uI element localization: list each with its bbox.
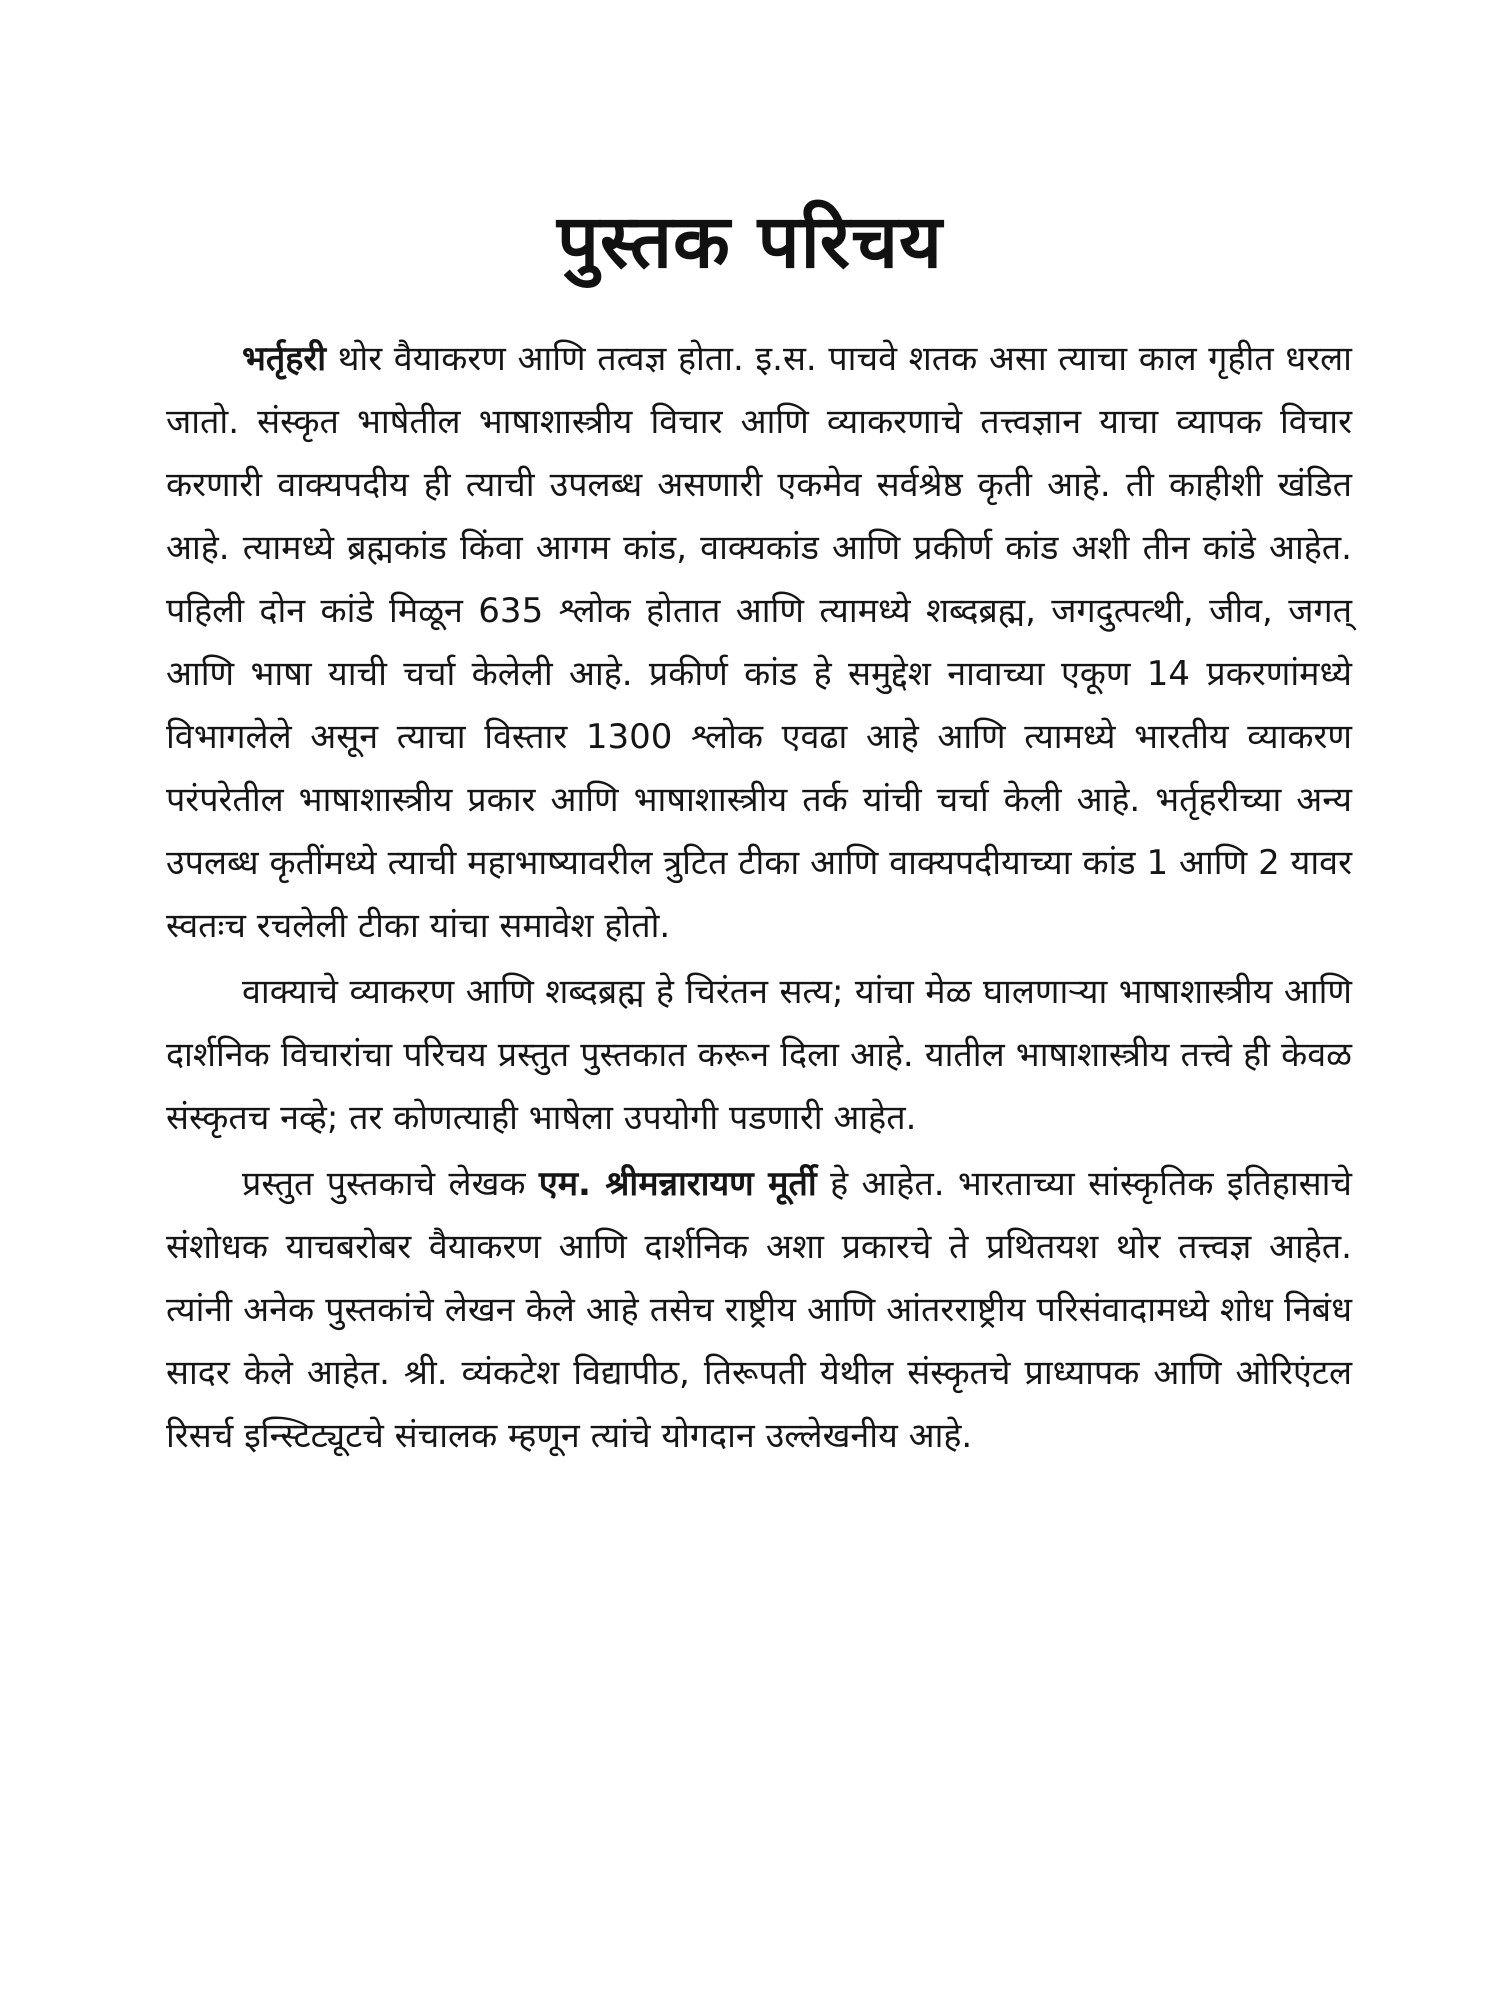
paragraph-about-author [166, 1153, 1352, 1468]
author-name: एम. श्रीमन्नारायण मूर्ती [538, 1164, 817, 1204]
page-title: पुस्तक परिचय [557, 199, 943, 285]
paragraph-3-text-before: प्रस्तुत पुस्तकाचे लेखक [242, 1164, 539, 1204]
paragraph-about-book [166, 961, 1352, 1150]
document-body [166, 328, 1352, 1471]
paragraph-3-text-after: हे आहेत. भारताच्या सांस्कृतिक इतिहासाचे संशोधक याचबरोबर वैयाकरण आणि दार्शनिक अशा प्रकारचे ते प्रथितयश थोर तत्त्वज्ञ आहेत. त्यांनी अनेक पुस्तकांचे लेखन केले आहे तसेच राष्ट्रीय आणि आंतरराष्ट्रीय परिसंवादामध्ये शोध निबंध सादर केले आहेत. श्री. व्यंकटेश विद्यापीठ, तिरूपती येथील संस्कृतचे प्राध्यापक आणि ओरिएंटल रिसर्च इन्स्टिट्यूटचे संचालक म्हणून त्यांचे योगदान उल्लेखनीय आहे. [166, 1164, 1353, 1456]
paragraph-2-text: वाक्याचे व्याकरण आणि शब्दब्रह्म हे चिरंतन सत्य; यांचा मेळ घालणाऱ्या भाषाशास्त्रीय आणि दार्शनिक विचारांचा परिचय प्रस्तुत पुस्तकात करून दिला आहे. यातील भाषाशास्त्रीय तत्त्वे ही केवळ संस्कृतच नव्हे; तर कोणत्याही भाषेला उपयोगी पडणारी आहेत. [166, 972, 1352, 1138]
paragraph-about-bhartrihari [166, 328, 1352, 958]
bhartrihari-name: भर्तृहरी [242, 339, 327, 379]
paragraph-1-text: थोर वैयाकरण आणि तत्वज्ञ होता. इ.स. पाचवे शतक असा त्याचा काल गृहीत धरला जातो. संस्कृत भाषेतील भाषाशास्त्रीय विचार आणि व्याकरणाचे तत्त्वज्ञान याचा व्यापक विचार करणारी वाक्यपदीय ही त्याची उपलब्ध असणारी एकमेव सर्वश्रेष्ठ कृती आहे. ती काहीशी खंडित आहे. त्यामध्ये ब्रह्मकांड किंवा आगम कांड, वाक्यकांड आणि प्रकीर्ण कांड अशी तीन कांडे आहेत. पहिली दोन कांडे मिळून 635 श्लोक होतात आणि त्यामध्ये शब्दब्रह्म, जगदुत्पत्थी, जीव, जगत् आणि भाषा याची चर्चा केलेली आहे. प्रकीर्ण कांड हे समुद्देश नावाच्या एकूण 14 प्रकरणांमध्ये विभागलेले असून त्याचा विस्तार 1300 श्लोक एवढा आहे आणि त्यामध्ये भारतीय व्याकरण परंपरेतील भाषाशास्त्रीय प्रकार आणि भाषाशास्त्रीय तर्क यांची चर्चा केली आहे. भर्तृहरीच्या अन्य उपलब्ध कृतींमध्ये त्याची महाभाष्यावरील त्रुटित टीका आणि वाक्यपदीयाच्या कांड 1 आणि 2 यावर स्वतःच रचलेली टीका यांचा समावेश होतो. [166, 339, 1352, 946]
